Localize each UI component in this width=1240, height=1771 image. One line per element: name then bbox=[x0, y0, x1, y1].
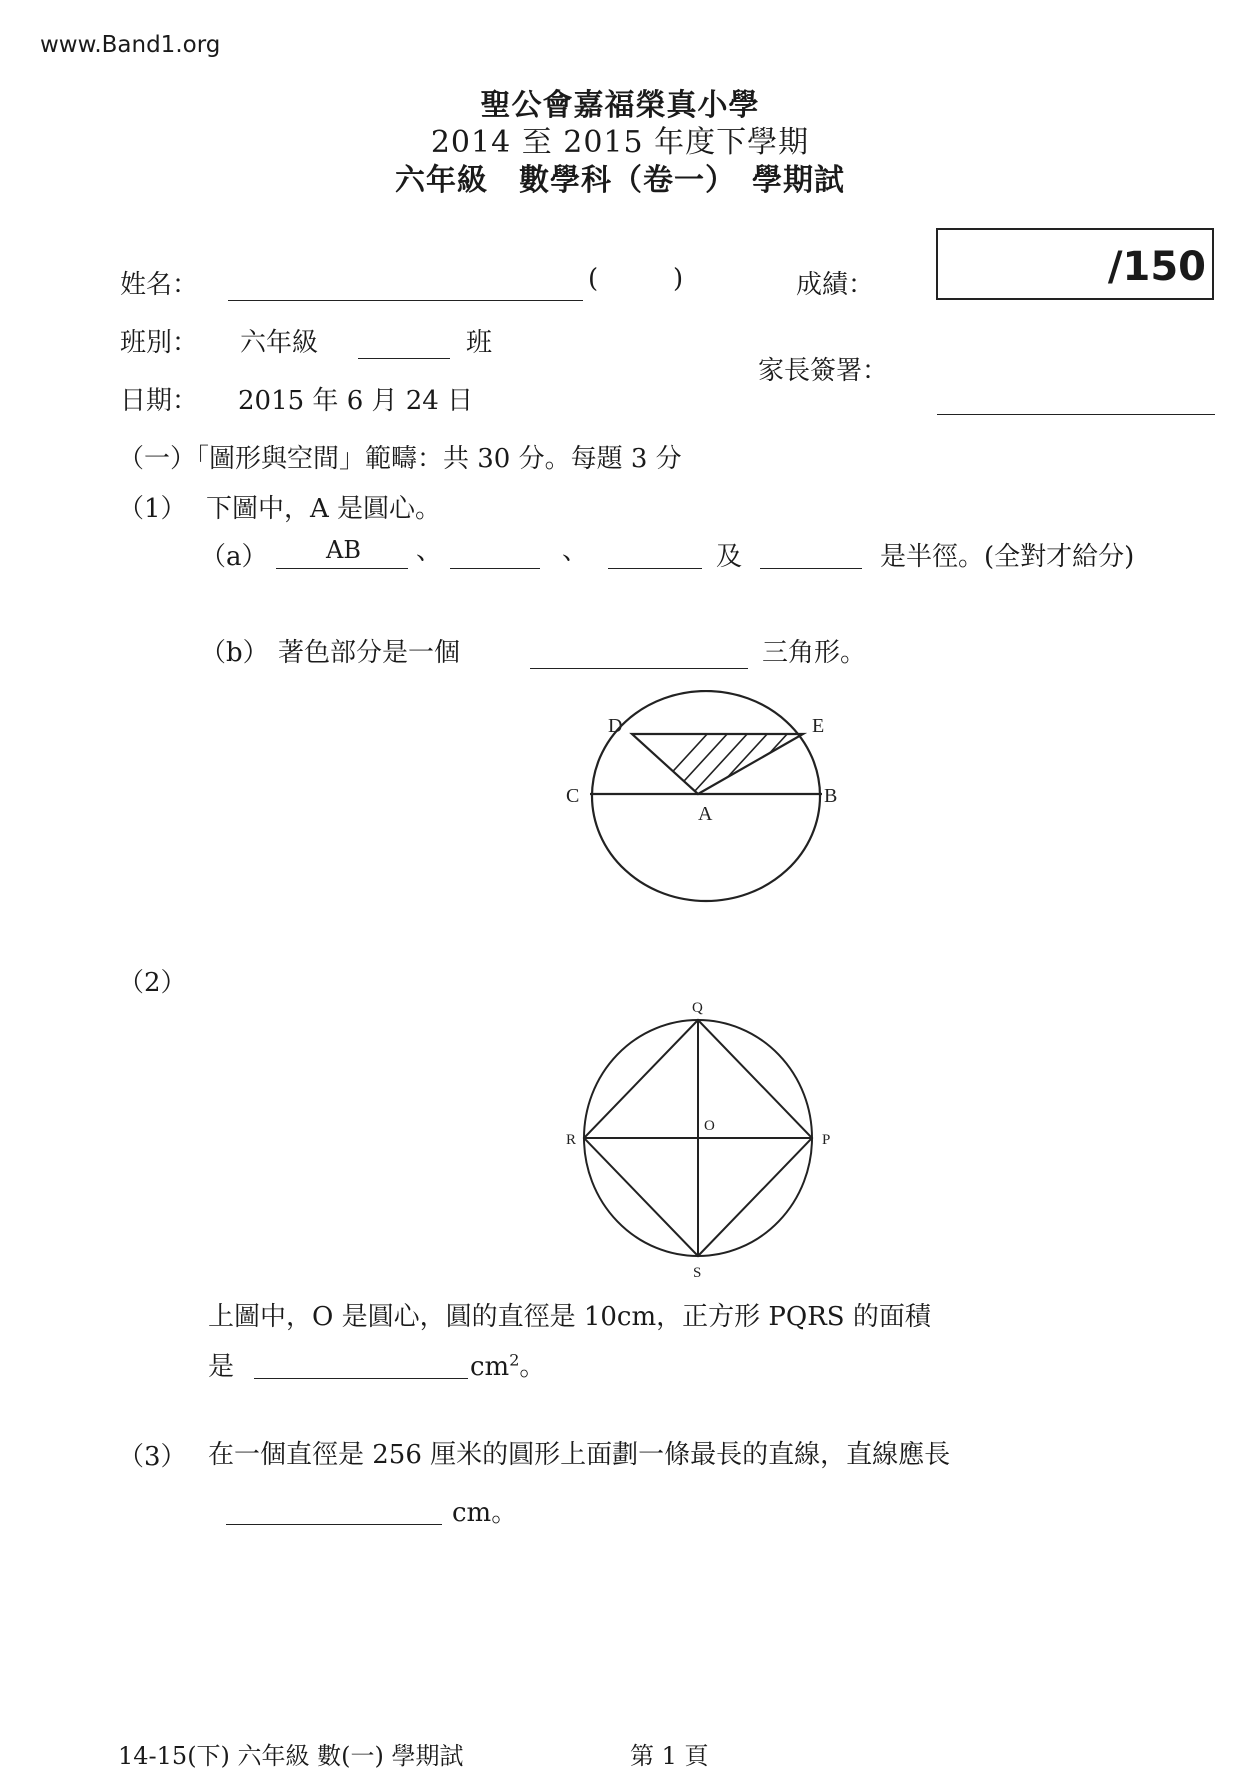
q1-circle-figure bbox=[550, 690, 850, 915]
q2-line2-prefix: 是 bbox=[208, 1352, 235, 1382]
q1-point-d: D bbox=[608, 715, 623, 737]
q1a-label: （a） bbox=[200, 542, 268, 572]
score-box bbox=[936, 228, 1214, 300]
q1-point-b: B bbox=[824, 785, 838, 807]
q1-hatching bbox=[610, 720, 850, 840]
q1-stem: 下圖中，A 是圓心。 bbox=[206, 494, 442, 524]
exam-title: 六年級 數學科（卷一） 學期試 bbox=[395, 163, 845, 198]
q2-point-r: R bbox=[566, 1132, 577, 1148]
parent-sign-label: 家長簽署： bbox=[758, 356, 889, 386]
date-value: 2015 年 6 月 24 日 bbox=[238, 386, 474, 416]
class-field[interactable] bbox=[358, 358, 450, 359]
name-label: 姓名： bbox=[120, 270, 199, 300]
q3-answer-field[interactable] bbox=[226, 1524, 442, 1525]
q2-point-q: Q bbox=[692, 1000, 703, 1016]
q3-number: （3） bbox=[118, 1442, 187, 1472]
q1-number: （1） bbox=[118, 494, 187, 524]
q1a-sep-1: 、 bbox=[416, 536, 443, 566]
q3-stem: 在一個直徑是 256 厘米的圓形上面劃一條最長的直線，直線應長 bbox=[208, 1440, 951, 1470]
q2-point-p: P bbox=[822, 1132, 831, 1148]
footer-page: 第 1 頁 bbox=[630, 1742, 709, 1770]
q1a-answer-field-3[interactable] bbox=[608, 568, 702, 569]
q2-unit-wrap bbox=[470, 1346, 545, 1383]
q2-point-o: O bbox=[704, 1118, 715, 1134]
q1a-answer-line-1 bbox=[276, 568, 408, 569]
q1a-answer-given: AB bbox=[326, 536, 361, 564]
q2-period: 。 bbox=[519, 1352, 546, 1382]
q2-unit-sup: 2 bbox=[509, 1350, 520, 1370]
class-number-open: ( bbox=[588, 264, 599, 294]
q1-point-c: C bbox=[566, 785, 580, 807]
class-number-close: ) bbox=[673, 264, 684, 294]
q2-unit: cm bbox=[470, 1352, 510, 1382]
grade-text: 六年級 bbox=[240, 328, 319, 358]
parent-sign-field[interactable] bbox=[937, 414, 1215, 415]
q1-point-e: E bbox=[812, 715, 825, 737]
q1-point-a: A bbox=[698, 803, 713, 825]
date-label: 日期： bbox=[120, 386, 199, 416]
class-label: 班別： bbox=[120, 328, 199, 358]
q2-square-figure bbox=[540, 995, 860, 1285]
watermark: www.Band1.org bbox=[40, 32, 221, 58]
q2-point-s: S bbox=[693, 1265, 702, 1281]
score-total: /150 bbox=[1107, 244, 1206, 290]
q1b-tail: 三角形。 bbox=[762, 638, 867, 668]
score-label: 成績： bbox=[796, 270, 875, 300]
q1a-answer-field-4[interactable] bbox=[760, 568, 862, 569]
q1a-sep-2: 、 bbox=[562, 536, 589, 566]
q3-unit: cm。 bbox=[452, 1498, 518, 1528]
footer-left: 14-15(下) 六年級 數(一) 學期試 bbox=[118, 1742, 464, 1770]
q1-circle bbox=[592, 691, 820, 901]
name-field[interactable] bbox=[228, 300, 583, 301]
section-heading: （一）「圖形與空間」範疇：共 30 分。每題 3 分 bbox=[118, 444, 682, 474]
term-title: 2014 至 2015 年度下學期 bbox=[430, 125, 810, 160]
q1a-and-word: 及 bbox=[716, 542, 743, 572]
q2-number: （2） bbox=[118, 968, 187, 998]
q1-shaded-triangle bbox=[632, 734, 803, 794]
q2-stem: 上圖中，O 是圓心，圓的直徑是 10cm，正方形 PQRS 的面積 bbox=[208, 1302, 931, 1332]
q1b-answer-field[interactable] bbox=[530, 668, 748, 669]
q1a-tail: 是半徑。(全對才給分) bbox=[880, 542, 1135, 572]
q1b-text: 著色部分是一個 bbox=[278, 638, 461, 668]
q1a-answer-field-2[interactable] bbox=[450, 568, 540, 569]
school-name: 聖公會嘉福榮真小學 bbox=[480, 88, 760, 123]
q2-answer-field[interactable] bbox=[254, 1378, 468, 1379]
class-suffix: 班 bbox=[466, 328, 493, 358]
q1b-label: （b） bbox=[200, 638, 269, 668]
